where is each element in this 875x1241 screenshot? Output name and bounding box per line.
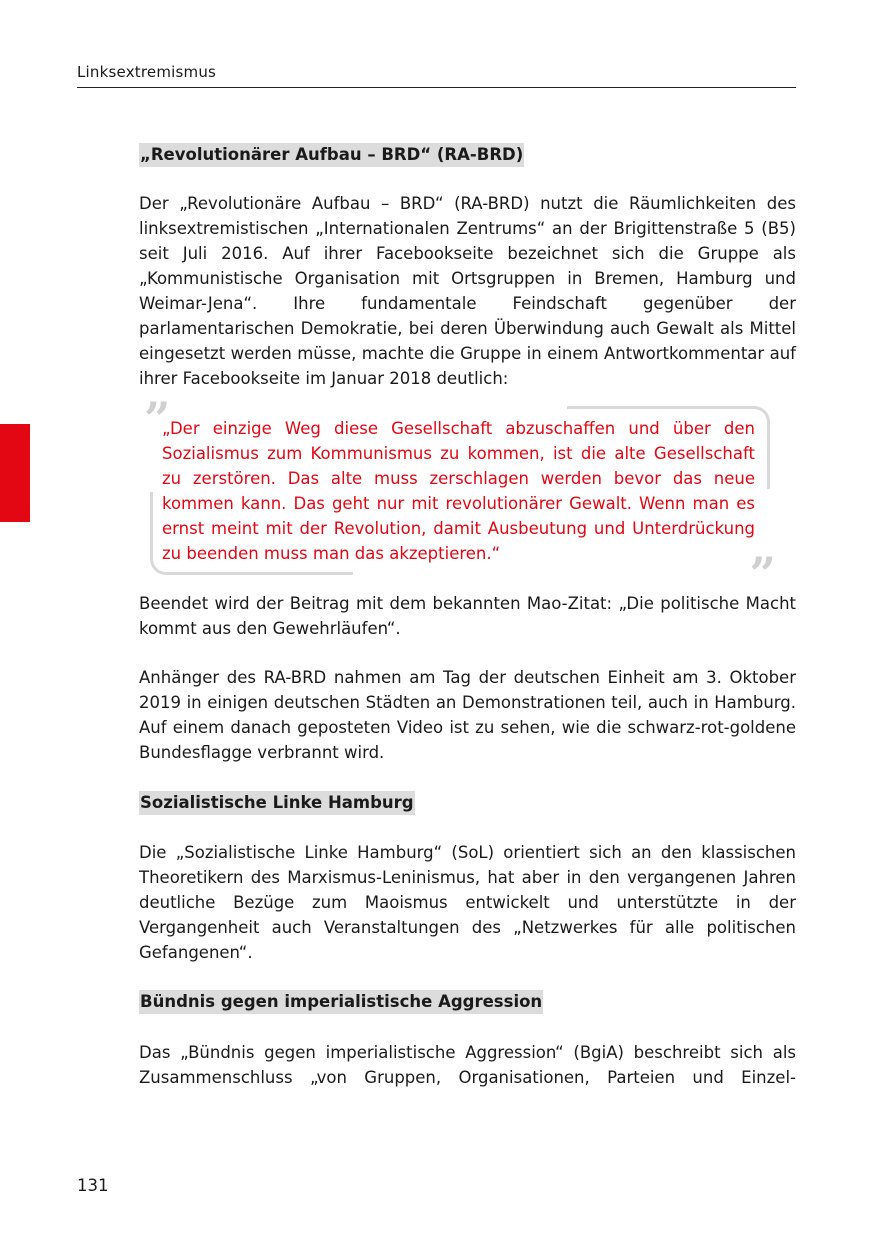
quote-box [144, 392, 776, 601]
paragraph-sol: Die „Sozialistische Linke Hamburg“ (SoL) orientiert sich an den klassischen Theoretikern des Marxismus-Leninismus, hat aber in den vergangenen Jahren deutliche Bezüge zum Maoismus entwickelt und unterstützte in der Vergangenheit auch Veranstaltungen des „Netzwerkes für alle politischen Gefangenen“. [139, 843, 796, 962]
chapter-tab-marker [0, 424, 30, 522]
paragraph-demonstrations: Anhänger des RA-BRD nahmen am Tag der deutschen Einheit am 3. Oktober 2019 in einigen deutschen Städten an Demonstrationen teil, auch in Hamburg. Auf einem danach geposteten Video ist zu sehen, wie die schwarz-rot-goldene Bundesflagge verbrannt wird. [139, 668, 796, 762]
paragraph-ra-brd-intro: Der „Revolutionäre Aufbau – BRD“ (RA-BRD) nutzt die Räumlichkeiten des linksextremistischen „Internationalen Zentrums“ an der Brigittenstraße 5 (B5) seit Juli 2016. Auf ihrer Facebookseite bezeichnet sich die Gruppe als „Kommunistische Organisation mit Ortsgruppen in Bremen, Hamburg und Weimar-Jena“. Ihre fundamentale Feindschaft gegenüber der parlamentarischen Demokratie, bei deren Überwindung auch Gewalt als Mittel eingesetzt werden müsse, machte die Gruppe in einem Antwortkommentar auf ihrer Facebookseite im Januar 2018 deutlich: [139, 194, 796, 388]
paragraph-bgia: Das „Bündnis gegen imperialistische Aggression“ (BgiA) beschreibt sich als Zusammenschluss „von Gruppen, Organisationen, Parteien und Einzel- [139, 1043, 796, 1087]
open-quote-icon: ” [144, 392, 171, 446]
quote-text: „Der einzige Weg diese Gesellschaft abzuschaffen und über den Sozialismus zum Kommunismus zu kommen, ist die alte Gesellschaft zu zerstören. Das alte muss zerschlagen werden bevor das neue kommen kann. Das geht nur mit revolutionärer Gewalt. Wenn man es ernst meint mit der Revolution, damit Ausbeutung und Unterdrückung zu beenden muss man das akzeptieren.“ [162, 419, 755, 563]
section-heading-bgia: Bündnis gegen imperialistische Aggression [139, 990, 543, 1014]
paragraph-mao-quote: Beendet wird der Beitrag mit dem bekannten Mao-Zitat: „Die politische Macht kommt aus den Gewehrläufen“. [139, 594, 796, 638]
close-quote-icon: ” [749, 547, 776, 601]
section-heading-ra-brd: „Revolutionärer Aufbau – BRD“ (RA-BRD) [139, 143, 524, 167]
running-header: Linksextremismus [77, 63, 796, 88]
section-heading-sol: Sozialistische Linke Hamburg [139, 791, 415, 815]
page-number: 131 [77, 1176, 109, 1195]
